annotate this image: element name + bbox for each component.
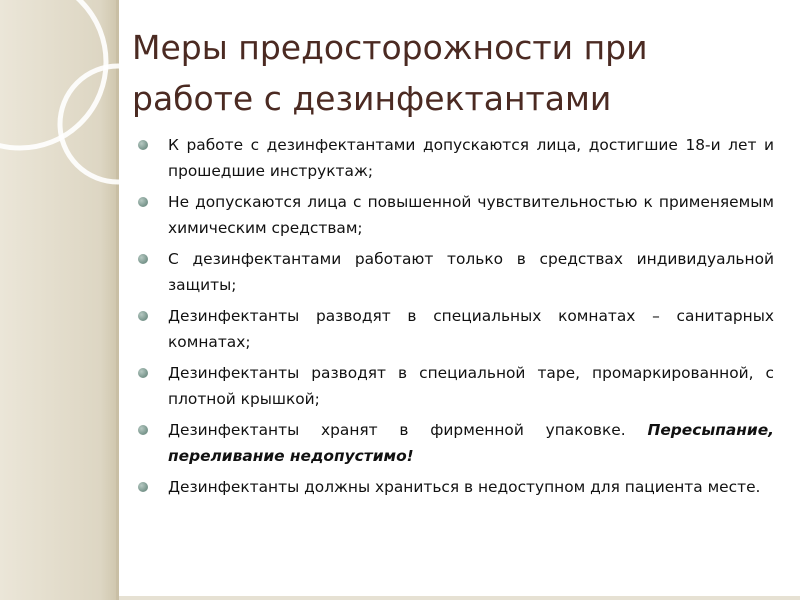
bullet-item xyxy=(138,246,774,298)
bullet-text: Не допускаются лица с повышенной чувствительностью к применяемым химическим средствам; xyxy=(168,193,774,237)
bullet-dot-icon xyxy=(138,425,148,435)
bullet-dot-icon xyxy=(138,140,148,150)
bullet-text: Дезинфектанты хранят в фирменной упаковке. xyxy=(168,421,648,439)
bullet-text: Дезинфектанты должны храниться в недоступном для пациента месте. xyxy=(168,478,761,496)
bullet-item xyxy=(138,474,774,500)
bullet-text: Дезинфектанты разводят в специальной таре, промаркированной, с плотной крышкой; xyxy=(168,364,774,408)
bullet-text: С дезинфектантами работают только в средствах индивидуальной защиты; xyxy=(168,250,774,294)
bullet-text: Дезинфектанты разводят в специальных комнатах – санитарных комнатах; xyxy=(168,307,774,351)
left-sidebar-edge xyxy=(116,0,119,600)
bullet-dot-icon xyxy=(138,311,148,321)
bullet-item xyxy=(138,132,774,184)
bullet-dot-icon xyxy=(138,368,148,378)
bullet-emphasis-text: Пересыпание, переливание недопустимо! xyxy=(168,421,774,465)
bullet-item xyxy=(138,189,774,241)
bullet-item xyxy=(138,417,774,469)
bottom-shadow xyxy=(119,596,800,600)
bullet-text: К работе с дезинфектантами допускаются лица, достигшие 18-и лет и прошедшие инструктаж; xyxy=(168,136,774,180)
bullet-dot-icon xyxy=(138,482,148,492)
slide-title: Меры предосторожности при работе с дезинфектантами xyxy=(132,28,648,118)
bullet-item xyxy=(138,303,774,355)
bullet-list xyxy=(138,132,774,505)
bullet-dot-icon xyxy=(138,254,148,264)
bullet-item xyxy=(138,360,774,412)
bullet-dot-icon xyxy=(138,197,148,207)
